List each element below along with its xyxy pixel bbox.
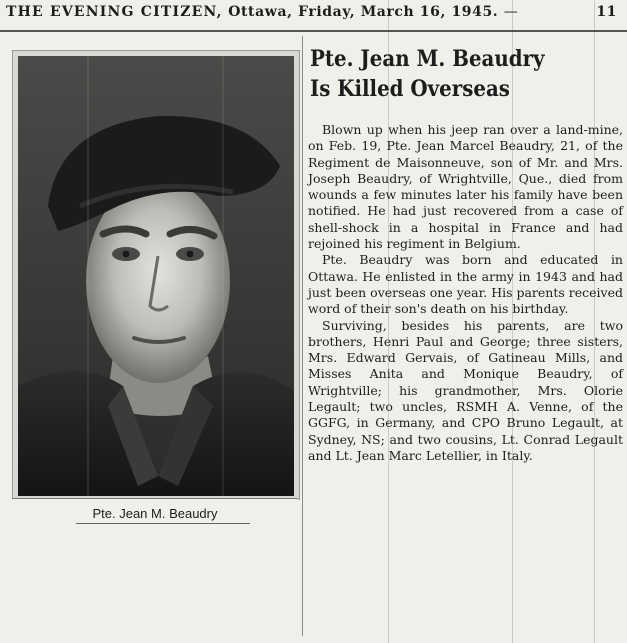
masthead-page-number: 11 <box>596 4 617 20</box>
photo-caption: Pte. Jean M. Beaudry <box>92 506 218 521</box>
film-scratch <box>594 0 595 643</box>
column-rule <box>302 36 303 636</box>
masthead-paper-name: THE EVENING CITIZEN, <box>6 4 223 20</box>
masthead-dash: — <box>503 4 519 20</box>
headline-line-1: Pte. Jean M. Beaudry <box>310 46 545 72</box>
film-scratch <box>388 0 389 643</box>
article-paragraph-1: Blown up when his jeep ran over a land-mine, on Feb. 19, Pte. Jean Marcel Beaudry, 21, of the Regiment de Maisonneuve, son of Mr. and Mrs. Joseph Beaudry, of Wrightville, Que., died from wounds a few minutes later his family have been notified. He had just recovered from a case of shell-shock in a hospital in France and had rejoined his regiment in Belgium. <box>308 122 623 252</box>
article-paragraph-2: Pte. Beaudry was born and educated in Ottawa. He enlisted in the army in 1943 and had just been overseas one year. His parents received word of their son's death on his birthday. <box>308 252 623 317</box>
masthead-day: Friday, <box>298 4 356 20</box>
masthead-rule <box>0 30 627 32</box>
masthead-date: March 16, 1945. <box>360 4 499 20</box>
portrait-image <box>18 56 294 496</box>
caption-underline <box>76 523 250 524</box>
headline-line-2: Is Killed Overseas <box>310 76 510 102</box>
portrait-photo-frame <box>12 50 300 500</box>
masthead <box>6 4 621 26</box>
photo-caption-box <box>12 498 298 529</box>
masthead-city: Ottawa, <box>228 4 293 20</box>
portrait-photo <box>18 56 294 496</box>
article-body <box>308 122 623 464</box>
film-scratch <box>512 0 513 643</box>
article-paragraph-3: Surviving, besides his parents, are two brothers, Henri Paul and George; three sisters, Mrs. Edward Gervais, of Gatineau Mills, and Misses Anita and Monique Beaudry, of Wrightville; his grandmother, Mrs. Olorie Legault; two uncles, RSMH A. Venne, of the GGFG, in Germany, and CPO Bruno Legault, at Sydney, NS; and two cousins, Lt. Conrad Legault and Lt. Jean Marc Letellier, in Italy. <box>308 317 623 463</box>
article-headline <box>310 44 587 104</box>
